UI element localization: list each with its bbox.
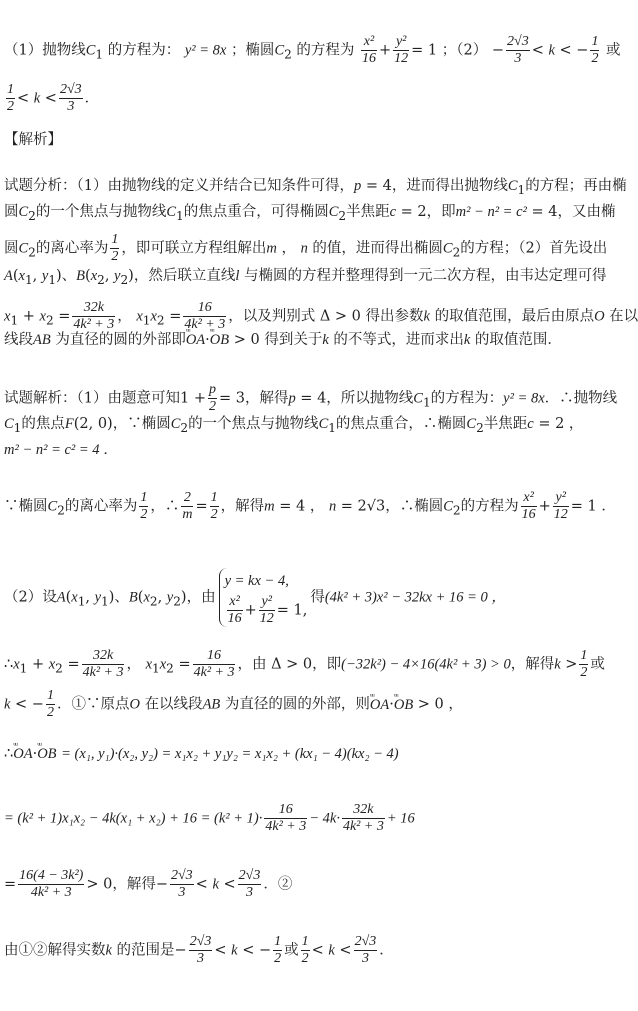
solution-line-11: 由①②解得实数k 的范围是− $\frac{2√3}{3}$ < k < − $\frac{1}{2}$ 或 $\frac{1}{2}$ < k < $\frac{2√3}{3}$ ． xyxy=(4,934,394,966)
analysis-text: 圆 xyxy=(4,240,19,257)
analysis-line-4: $A(x_1$, $y_1$)、$B(x_2$, $y_2$)，然后联立直线l 与椭圆的方程并整理得到一元二次方程，由韦达定理可得 xyxy=(4,268,607,287)
solution-text: 的范围是 xyxy=(116,942,175,959)
solution-text: (−32k²) − 4×16(4k² + 3) > 0 xyxy=(341,656,511,673)
analysis-text: ，即 xyxy=(426,204,456,220)
analysis-text: 的离心率为 xyxy=(35,240,109,257)
answer-line-1: （1）抛物线$C_1$ 的方程为： y² = 8x ；椭圆$C_2$ 的方程为 $\frac{\text{x²}}{16}$ + $\frac{\text{y²}}{12}$ = 1 ；（2） − $\frac{2√3}{3}$ < k < − $\frac{1}{2}$ 或 xyxy=(4,34,621,66)
solution-text: − 4k· xyxy=(309,810,340,827)
solution-text: （1）由题意可知 xyxy=(76,390,180,407)
solution-line-5: （2）设$A(x_1$, $y_1$)、$B(x_2$, $y_2$)，由 y = kx − 4, $\frac{\text{x²}}{16}$ + $\frac{\text{y²}}{12}$ = 1, 得(4k² + 3)x² − 32kx + 16 = 0 ， xyxy=(4,568,506,627)
analysis-text: 、 xyxy=(61,268,77,284)
analysis-text: 得到关于 xyxy=(264,332,323,348)
analysis-text: 的不等式，进而求出 xyxy=(333,332,464,348)
solution-text: 的焦点 xyxy=(21,416,65,432)
solution-text: ∵椭圆 xyxy=(4,498,48,515)
answer-part2-label: ；（2） xyxy=(441,42,488,59)
analysis-text: 的方程；再由椭 xyxy=(525,178,627,194)
solution-line-6: $\therefore x_1 + x_2$ = $\frac{32k}{\text{4k² + 3}}$ ， $x_1x_2$ = $\frac{16}{\text{4k² + 3}}$ ，由 Δ > 0，即(−32k²) − 4×16(4k² + 3) > 0，解得k > $\frac{1}{2}$ 或 xyxy=(4,648,605,680)
analysis-text: 与椭圆的方程并整理得到一元二次方程，由韦达定理可得 xyxy=(243,268,607,284)
solution-text: = (x₁, y₁)·(x₂, y₂) = x₁x₂ + y₁y₂ = x₁x₂ + (kx₁ − 4)(kx₂ − 4) xyxy=(61,746,399,762)
analysis-line-5: $x_1 + x_2$ = $\frac{32k}{\text{4k² + 3}}$ ， $x_1x_2$ = $\frac{16}{\text{4k² + 3}}$ ，以及判别式 Δ > 0 得出参数k 的取值范围，最后由原点O 在以 xyxy=(4,300,638,332)
solution-text: 或 xyxy=(590,656,605,673)
analysis-text: ，然后联立直线 xyxy=(133,268,236,284)
solution-line-8: ∴ᵘᵘ OA·ᵘᵘ OB = (x₁, y₁)·(x₂, y₂) = x₁x₂ + y₁y₂ = x₁x₂ + (kx₁ − 4)(kx₂ − 4) xyxy=(4,744,399,764)
analysis-text: 的值，进而得出椭圆 xyxy=(312,240,443,257)
analysis-text: ，以及判别式 xyxy=(228,308,316,325)
solution-text: 为直径的圆的外部，则 xyxy=(224,696,370,713)
analysis-text: 得出参数 xyxy=(365,308,424,325)
analysis-text: ，又由椭 xyxy=(557,204,616,220)
analysis-text: 的取值范围，最后由原点 xyxy=(434,308,595,325)
solution-text: 的焦点重合，∴椭圆 xyxy=(335,416,467,432)
analysis-text: 的取值范围． xyxy=(474,332,562,348)
solution-text: ，所以抛物线 xyxy=(326,390,414,407)
analysis-text: 的方程；（2）首先设出 xyxy=(460,240,608,257)
solution-line-4: ∵椭圆$C_2$的离心率为 $\frac{1}{2}$ ，∴ $\frac{2}{m}$ = $\frac{1}{2}$ ，解得m = 4 ， n = 2√3，∴椭圆$C_2$的方程为 $\frac{\text{x²}}{16}$ + $\frac{\text{y²}}{12}$ = 1 ． xyxy=(4,490,616,522)
analysis-heading: 【解析】 xyxy=(4,132,62,148)
solution-text: ，解得 xyxy=(220,498,265,515)
solution-line-1: 试题解析：（1）由题意可知1 + $\frac{p}{2}$ = 3，解得p = 4，所以抛物线$C_1$的方程为：y² = 8x．∴抛物线 xyxy=(4,382,618,414)
analysis-text: 线段 xyxy=(4,332,33,348)
analysis-label: 试题分析： xyxy=(4,178,77,194)
solution-text: ∴ xyxy=(4,656,14,673)
solution-text: 的方程为： xyxy=(430,390,504,407)
analysis-text: 圆 xyxy=(4,204,19,220)
analysis-line-3: 圆$C_2$的离心率为 $\frac{1}{2}$ ，即可联立方程组解出m ， n 的值，进而得出椭圆$C_2$的方程；（2）首先设出 xyxy=(4,232,608,264)
solution-line-3: m² − n² = c² = 4 ． xyxy=(4,442,118,458)
analysis-text: ，即可联立方程组解出 xyxy=(121,240,267,257)
answer-sep: ；椭圆 xyxy=(230,42,275,59)
analysis-line-2: 圆$C_2$的一个焦点与抛物线$C_1$的焦点重合，可得椭圆$C_2$半焦距c = 2，即m² − n² = c² = 4，又由椭 xyxy=(4,204,616,223)
parabola-equation: y² = 8x xyxy=(184,42,227,59)
solution-text: 半焦距 xyxy=(483,416,528,432)
solution-text: 、 xyxy=(114,589,129,606)
analysis-text: 半焦距 xyxy=(346,204,390,220)
solution-text: 的方程为 xyxy=(460,498,519,515)
equation-system: y = kx − 4, $\frac{\text{x²}}{16}$ + $\frac{\text{y²}}{12}$ = 1, xyxy=(219,568,308,627)
solution-text: ．①∵原点 xyxy=(56,696,130,713)
solution-text: ，解得 xyxy=(510,656,555,673)
solution-text: 或 xyxy=(284,942,299,959)
solution-text: + 16 xyxy=(386,810,415,827)
solution-text: ，∴椭圆 xyxy=(385,498,444,515)
solution-text: （2）设 xyxy=(4,589,57,606)
solution-text: 由①②解得实数 xyxy=(4,942,106,959)
solution-line-10: = $\frac{\text{16(4 − 3k²)}}{\text{4k² + 3}}$ > 0，解得− $\frac{2√3}{3}$ < k < $\frac{2√3}{3}$ ．② xyxy=(4,868,293,900)
solution-line-9: = (k² + 1)x₁x₂ − 4k(x₁ + x₂) + 16 = (k² + 1)· $\frac{16}{\text{4k² + 3}}$ − 4k· $\frac{32k}{\text{4k² + 3}}$ + 16 xyxy=(4,802,415,834)
solution-line-7: k < − $\frac{1}{2}$ ．①∵原点O 在以线段AB 为直径的圆的外部，则ᵘᵘ OA·ᵘᵘ OB > 0 ， xyxy=(4,688,463,721)
analysis-text: ，进而得出抛物线 xyxy=(391,178,508,194)
solution-label: 试题解析： xyxy=(4,390,77,407)
answer-part1-label: （1）抛物线 xyxy=(4,42,86,59)
solution-line-2: $C_1$的焦点F(2, 0)，∵椭圆$C_2$的一个焦点与抛物线$C_1$的焦点重合，∴椭圆$C_2$半焦距c = 2 ， xyxy=(4,416,584,435)
analysis-text: 的焦点重合，可得椭圆 xyxy=(183,204,329,220)
answer-eq-mid: 的方程为： xyxy=(107,42,181,59)
solution-text: ，由 xyxy=(186,589,216,606)
solution-text: ，∴ xyxy=(150,498,180,515)
solution-text: (4k² + 3)x² − 32kx + 16 = 0 ， xyxy=(324,589,506,606)
solution-text: 的一个焦点与抛物线 xyxy=(188,416,319,432)
analysis-text: 在以 xyxy=(609,308,638,325)
solution-text: 的离心率为 xyxy=(64,498,138,515)
solution-text: ，即 xyxy=(312,656,342,673)
answer-eq2-pre: 的方程为 xyxy=(296,42,355,59)
solution-text: = (k² + 1)x₁x₂ − 4k(x₁ + x₂) + 16 = (k² + 1)· xyxy=(4,810,263,827)
analysis-text: 的一个焦点与抛物线 xyxy=(35,204,167,220)
analysis-line-1: 试题分析：（1）由抛物线的定义并结合已知条件可得，p = 4，进而得出抛物线$C_1$的方程；再由椭 xyxy=(4,178,627,197)
solution-text: ，由 xyxy=(237,656,267,673)
solution-text: ．∴抛物线 xyxy=(544,390,618,407)
solution-text: ，解得 xyxy=(112,876,156,893)
solution-text: 在以线段 xyxy=(144,696,203,713)
analysis-line-6: 线段AB 为直径的圆的外部即ᵘᵘ OA·ᵘᵘ OB > 0 得到关于k 的不等式，进而求出k 的取值范围． xyxy=(4,330,562,350)
solution-text: 得 xyxy=(310,589,325,606)
analysis-text: （1）由抛物线的定义并结合已知条件可得， xyxy=(76,178,354,194)
solution-text: ，解得 xyxy=(244,390,289,407)
analysis-text: 为直径的圆的外部即 xyxy=(55,332,186,348)
solution-text: ，∵椭圆 xyxy=(112,416,171,432)
answer-line-2: $\frac{1}{2}$ < k < $\frac{2√3}{3}$ ． xyxy=(7,82,100,114)
solution-text: ．② xyxy=(263,876,293,893)
answer-or: 或 xyxy=(606,42,621,59)
